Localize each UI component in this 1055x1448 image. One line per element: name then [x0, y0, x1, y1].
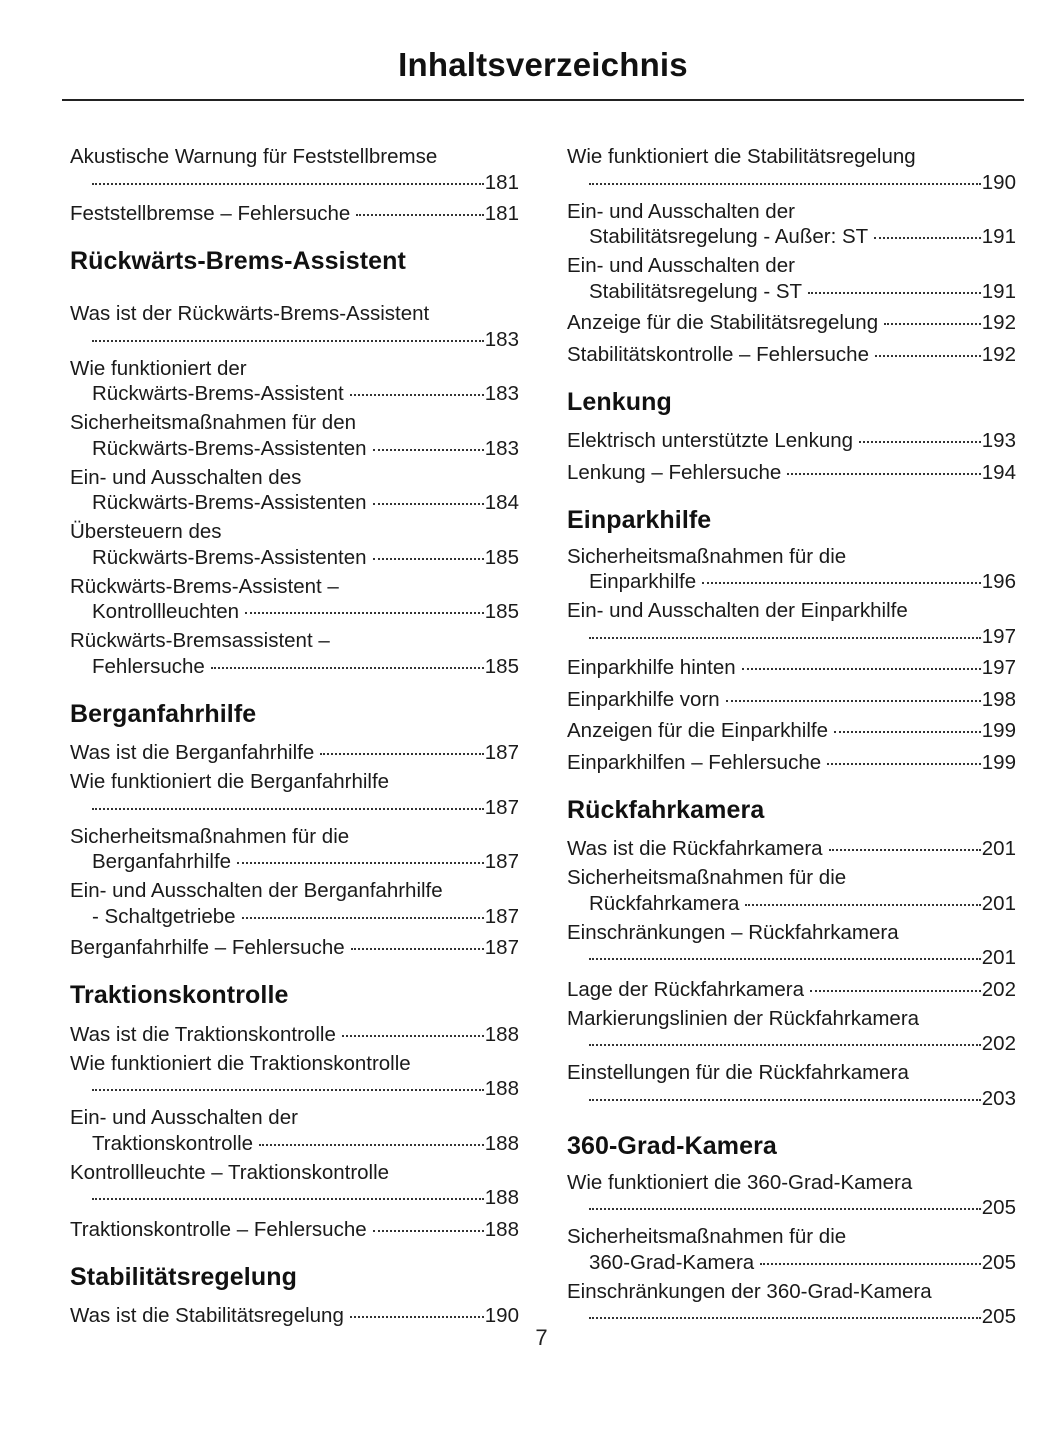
toc-entry[interactable]: [567, 427, 1016, 453]
toc-entry[interactable]: [70, 411, 519, 460]
section-heading: Lenkung: [567, 387, 672, 416]
toc-entry[interactable]: [70, 575, 519, 624]
dot-leader: [874, 223, 981, 244]
section-heading: Rückwärts-Brems-Assistent: [70, 247, 406, 275]
dot-leader: [373, 543, 484, 564]
dot-leader: [92, 1075, 484, 1096]
toc-entry[interactable]: [567, 254, 1016, 303]
dot-leader: [373, 434, 484, 455]
title-divider: [62, 99, 1024, 101]
toc-entry-title-continued: Kontrollleuchten: [92, 600, 240, 623]
toc-entry-title: Was ist die Traktionskontrolle: [70, 1022, 336, 1046]
toc-entry[interactable]: [70, 520, 519, 569]
toc-entry-list: [567, 1171, 1016, 1329]
toc-entry-title-continued: Rückwärts-Brems-Assistent: [92, 382, 344, 405]
toc-entry[interactable]: [567, 866, 1016, 915]
dot-leader: [211, 652, 484, 673]
dot-leader: [356, 200, 483, 221]
toc-entry[interactable]: [567, 200, 1016, 249]
toc-entry-list: [567, 427, 1016, 484]
dot-leader: [245, 598, 484, 619]
toc-entry[interactable]: [567, 1280, 1016, 1329]
dot-leader: [834, 717, 981, 738]
toc-entry-title: Einschränkungen – Rückfahrkamera: [567, 920, 899, 944]
toc-entry-title: Rückwärts-Bremsassistent –: [70, 629, 330, 652]
toc-entry-page: 187: [484, 904, 519, 928]
toc-entry-page: 188: [484, 1131, 519, 1155]
toc-entry-title: Ein- und Ausschalten der: [70, 1106, 298, 1129]
toc-entry-title: Was ist die Stabilitätsregelung: [70, 1304, 344, 1327]
dot-leader: [237, 848, 484, 869]
dot-leader: [702, 568, 981, 589]
dot-leader: [589, 1303, 981, 1324]
dot-leader: [373, 489, 484, 510]
dot-leader: [589, 944, 981, 965]
toc-entry-page: 187: [484, 850, 519, 873]
toc-entry-title: Feststellbremse – Fehlersuche: [70, 202, 351, 225]
toc-entry-title-continued: - Schaltgetriebe: [92, 904, 236, 928]
toc-entry-title: Übersteuern des: [70, 520, 222, 543]
toc-entry-page: 197: [981, 624, 1016, 648]
toc-entry-title: Lage der Rückfahrkamera: [567, 977, 805, 1001]
toc-entry-list: [70, 1020, 519, 1241]
dot-leader: [829, 835, 981, 856]
toc-entry[interactable]: [567, 1225, 1016, 1274]
toc-entry-title: Ein- und Ausschalten der: [567, 199, 795, 223]
toc-entry-page: 193: [981, 429, 1016, 452]
toc-entry-page: 185: [484, 600, 519, 623]
toc-entry-page: 192: [981, 342, 1016, 366]
dot-leader: [875, 340, 981, 361]
toc-entry-title: Was ist der Rückwärts-Brems-Assistent: [70, 302, 430, 325]
toc-entry-page: 201: [981, 837, 1016, 860]
dot-leader: [350, 380, 484, 401]
toc-entry-page: 187: [484, 795, 519, 819]
toc-entry-title: Anzeige für die Stabilitätsregelung: [567, 311, 879, 334]
toc-entry[interactable]: [70, 1161, 519, 1210]
toc-entry-list: [70, 739, 519, 960]
toc-entry-page: 185: [484, 654, 519, 678]
toc-entry[interactable]: [567, 145, 1016, 194]
toc-entry-title: Markierungslinien der Rückfahrkamera: [567, 1006, 920, 1030]
toc-entry[interactable]: [567, 458, 1016, 484]
toc-entry-title: Wie funktioniert der: [70, 356, 247, 380]
dot-leader: [726, 685, 981, 706]
toc-entry[interactable]: [70, 302, 519, 351]
dot-leader: [808, 277, 981, 298]
toc-entry[interactable]: [70, 739, 519, 765]
toc-entry[interactable]: [70, 770, 519, 819]
toc-entry[interactable]: [567, 921, 1016, 970]
toc-entry-title-continued: Rückwärts-Brems-Assistenten: [92, 436, 367, 460]
toc-entry-page: 205: [981, 1250, 1016, 1274]
toc-entry[interactable]: [70, 934, 519, 960]
toc-entry-page: 194: [981, 460, 1016, 484]
toc-entry-page: 201: [981, 891, 1016, 915]
toc-entry[interactable]: [567, 654, 1016, 680]
toc-entry-title: Wie funktioniert die Stabilitätsregelung: [567, 145, 916, 168]
toc-entry-title: Sicherheitsmaßnahmen für die: [70, 824, 350, 848]
toc-entry-title: Traktionskontrolle – Fehlersuche: [70, 1217, 367, 1241]
toc-entry-list: [567, 835, 1016, 1110]
toc-entry-title-continued: Stabilitätsregelung - Außer: ST: [589, 225, 869, 248]
toc-entry-title: Stabilitätskontrolle – Fehlersuche: [567, 342, 869, 366]
toc-entry-page: 197: [981, 656, 1016, 679]
toc-entry-title: Wie funktioniert die 360-Grad-Kamera: [567, 1170, 913, 1194]
toc-entry-page: 183: [484, 436, 519, 460]
toc-entry[interactable]: [70, 145, 519, 194]
toc-entry-title-continued: Einparkhilfe: [589, 570, 697, 593]
page-title: Inhaltsverzeichnis: [398, 46, 688, 83]
toc-entry-title: Kontrollleuchte – Traktionskontrolle: [70, 1160, 390, 1184]
toc-entry-page: 181: [484, 202, 519, 225]
toc-entry-title: Elektrisch unterstützte Lenkung: [567, 429, 854, 452]
toc-entry-page: 192: [981, 311, 1016, 334]
toc-entry-page: 196: [981, 570, 1016, 593]
toc-entry-page: 188: [484, 1022, 519, 1046]
toc-entry-title: Was ist die Rückfahrkamera: [567, 837, 823, 860]
toc-entry[interactable]: [70, 879, 519, 928]
toc-entry[interactable]: [567, 599, 1016, 648]
toc-entry-page: 202: [981, 1032, 1016, 1055]
section-heading: Berganfahrhilfe: [70, 699, 257, 728]
toc-entry-title: Wie funktioniert die Traktionskontrolle: [70, 1051, 411, 1075]
toc-entry[interactable]: [70, 825, 519, 874]
toc-entry[interactable]: [70, 629, 519, 678]
toc-entry-title: Wie funktioniert die Berganfahrhilfe: [70, 770, 390, 793]
dot-leader: [92, 325, 484, 346]
page-number: 7: [535, 1325, 548, 1350]
dot-leader: [259, 1129, 484, 1150]
toc-entry-page: 183: [484, 382, 519, 405]
toc-entry-title: Sicherheitsmaßnahmen für den: [70, 411, 357, 434]
toc-entry-page: 191: [981, 225, 1016, 248]
toc-entry-page: 187: [484, 936, 519, 959]
toc-entry[interactable]: [567, 545, 1016, 594]
toc-column-left: [70, 145, 519, 1333]
toc-entry[interactable]: [70, 1020, 519, 1046]
toc-entry-title-continued: Fehlersuche: [92, 654, 205, 678]
toc-entry-page: 199: [981, 750, 1016, 774]
dot-leader: [760, 1248, 981, 1269]
toc-entry-title: Sicherheitsmaßnahmen für die: [567, 544, 847, 568]
toc-entry-title-continued: Traktionskontrolle: [92, 1131, 254, 1155]
toc-entry-title: Einparkhilfen – Fehlersuche: [567, 750, 822, 774]
section-heading: Stabilitätsregelung: [70, 1262, 297, 1291]
dot-leader: [827, 748, 981, 769]
toc-entry-title: Einschränkungen der 360-Grad-Kamera: [567, 1279, 932, 1303]
toc-entry-title: Was ist die Berganfahrhilfe: [70, 741, 315, 764]
dot-leader: [589, 1030, 981, 1051]
toc-entry-page: 198: [981, 687, 1016, 711]
dot-leader: [92, 1184, 484, 1205]
section-heading: 360-Grad-Kamera: [567, 1131, 777, 1160]
toc-entry-title: Rückwärts-Brems-Assistent –: [70, 574, 339, 598]
toc-entry-page: 185: [484, 545, 519, 569]
toc-entry-page: 184: [484, 491, 519, 514]
dot-leader: [242, 902, 484, 923]
toc-entry[interactable]: [567, 309, 1016, 335]
toc-entry[interactable]: [567, 975, 1016, 1001]
toc-entry-page: 202: [981, 977, 1016, 1001]
toc-entry[interactable]: [567, 1061, 1016, 1110]
section-heading: Rückfahrkamera: [567, 795, 765, 824]
dot-leader: [859, 427, 981, 448]
dot-leader: [342, 1020, 484, 1041]
section-heading: Traktionskontrolle: [70, 981, 289, 1009]
toc-entry-page: 203: [981, 1086, 1016, 1110]
toc-entry-title: Ein- und Ausschalten des: [70, 465, 302, 489]
toc-entry-page: 188: [484, 1217, 519, 1241]
dot-leader: [742, 654, 981, 675]
toc-entry[interactable]: [70, 200, 519, 226]
toc-entry-title-continued: Rückwärts-Brems-Assistenten: [92, 545, 367, 569]
toc-entry[interactable]: [70, 357, 519, 406]
dot-leader: [320, 739, 484, 760]
toc-entry-page: 187: [484, 741, 519, 764]
dot-leader: [92, 168, 484, 189]
toc-entry-page: 191: [981, 279, 1016, 303]
toc-entry-title: Anzeigen für die Einparkhilfe: [567, 719, 828, 742]
toc-entry[interactable]: [70, 1215, 519, 1241]
toc-entry-page: 188: [484, 1186, 519, 1209]
toc-entry-list: [70, 302, 519, 678]
toc-entry-title-continued: Stabilitätsregelung - ST: [589, 279, 803, 303]
toc-entry[interactable]: [567, 685, 1016, 711]
toc-entry-title: Einparkhilfe vorn: [567, 687, 720, 711]
toc-entry-list: [70, 145, 519, 225]
toc-entry-title-continued: Berganfahrhilfe: [92, 850, 232, 873]
toc-entry-title: Sicherheitsmaßnahmen für die: [567, 866, 847, 889]
dot-leader: [884, 309, 981, 330]
toc-entry-list: [70, 1302, 519, 1328]
dot-leader: [745, 889, 980, 910]
toc-entry[interactable]: [567, 340, 1016, 366]
toc-entry[interactable]: [567, 717, 1016, 743]
dot-leader: [92, 793, 484, 814]
toc-entry[interactable]: [567, 1007, 1016, 1056]
toc-entry-page: 205: [981, 1305, 1016, 1328]
toc-entry-title: Ein- und Ausschalten der Berganfahrhilfe: [70, 879, 443, 902]
toc-entry[interactable]: [70, 1302, 519, 1328]
toc-entry-page: 190: [484, 1304, 519, 1327]
toc-entry-title: Einparkhilfe hinten: [567, 656, 736, 679]
dot-leader: [589, 1084, 981, 1105]
toc-entry-title: Akustische Warnung für Feststellbremse: [70, 145, 438, 168]
toc-entry[interactable]: [567, 748, 1016, 774]
dot-leader: [350, 1302, 484, 1323]
toc-entry-page: 199: [981, 719, 1016, 742]
toc-entry-title: Ein- und Ausschalten der Einparkhilfe: [567, 599, 908, 622]
toc-entry-title-continued: 360-Grad-Kamera: [589, 1250, 755, 1274]
toc-entry[interactable]: [70, 1052, 519, 1101]
toc-entry-title: Berganfahrhilfe – Fehlersuche: [70, 936, 345, 959]
toc-entry-title: Einstellungen für die Rückfahrkamera: [567, 1061, 909, 1084]
toc-entry-title: Sicherheitsmaßnahmen für die: [567, 1225, 847, 1248]
dot-leader: [589, 622, 981, 643]
dot-leader: [589, 168, 981, 189]
dot-leader: [589, 1194, 981, 1215]
toc-entry-list: [567, 545, 1016, 774]
toc-entry-title: Ein- und Ausschalten der: [567, 254, 795, 277]
toc-entry-title: Lenkung – Fehlersuche: [567, 460, 782, 484]
toc-entry-page: 183: [484, 327, 519, 351]
dot-leader: [787, 458, 981, 479]
toc-entry-page: 181: [484, 170, 519, 194]
toc-entry-title-continued: Rückwärts-Brems-Assistenten: [92, 491, 367, 514]
dot-leader: [810, 975, 981, 996]
toc-entry-page: 190: [981, 170, 1016, 194]
toc-entry[interactable]: [70, 466, 519, 515]
toc-entry[interactable]: [70, 1106, 519, 1155]
dot-leader: [351, 934, 484, 955]
toc-entry-list: [567, 145, 1016, 366]
toc-entry-page: 205: [981, 1196, 1016, 1219]
toc-column-right: [567, 145, 1016, 1334]
section-heading: Einparkhilfe: [567, 505, 712, 534]
toc-entry[interactable]: [567, 835, 1016, 861]
toc-entry[interactable]: [567, 1171, 1016, 1220]
toc-entry-page: 201: [981, 946, 1016, 969]
dot-leader: [373, 1215, 484, 1236]
toc-entry-title-continued: Rückfahrkamera: [589, 891, 740, 915]
toc-entry-page: 188: [484, 1077, 519, 1100]
